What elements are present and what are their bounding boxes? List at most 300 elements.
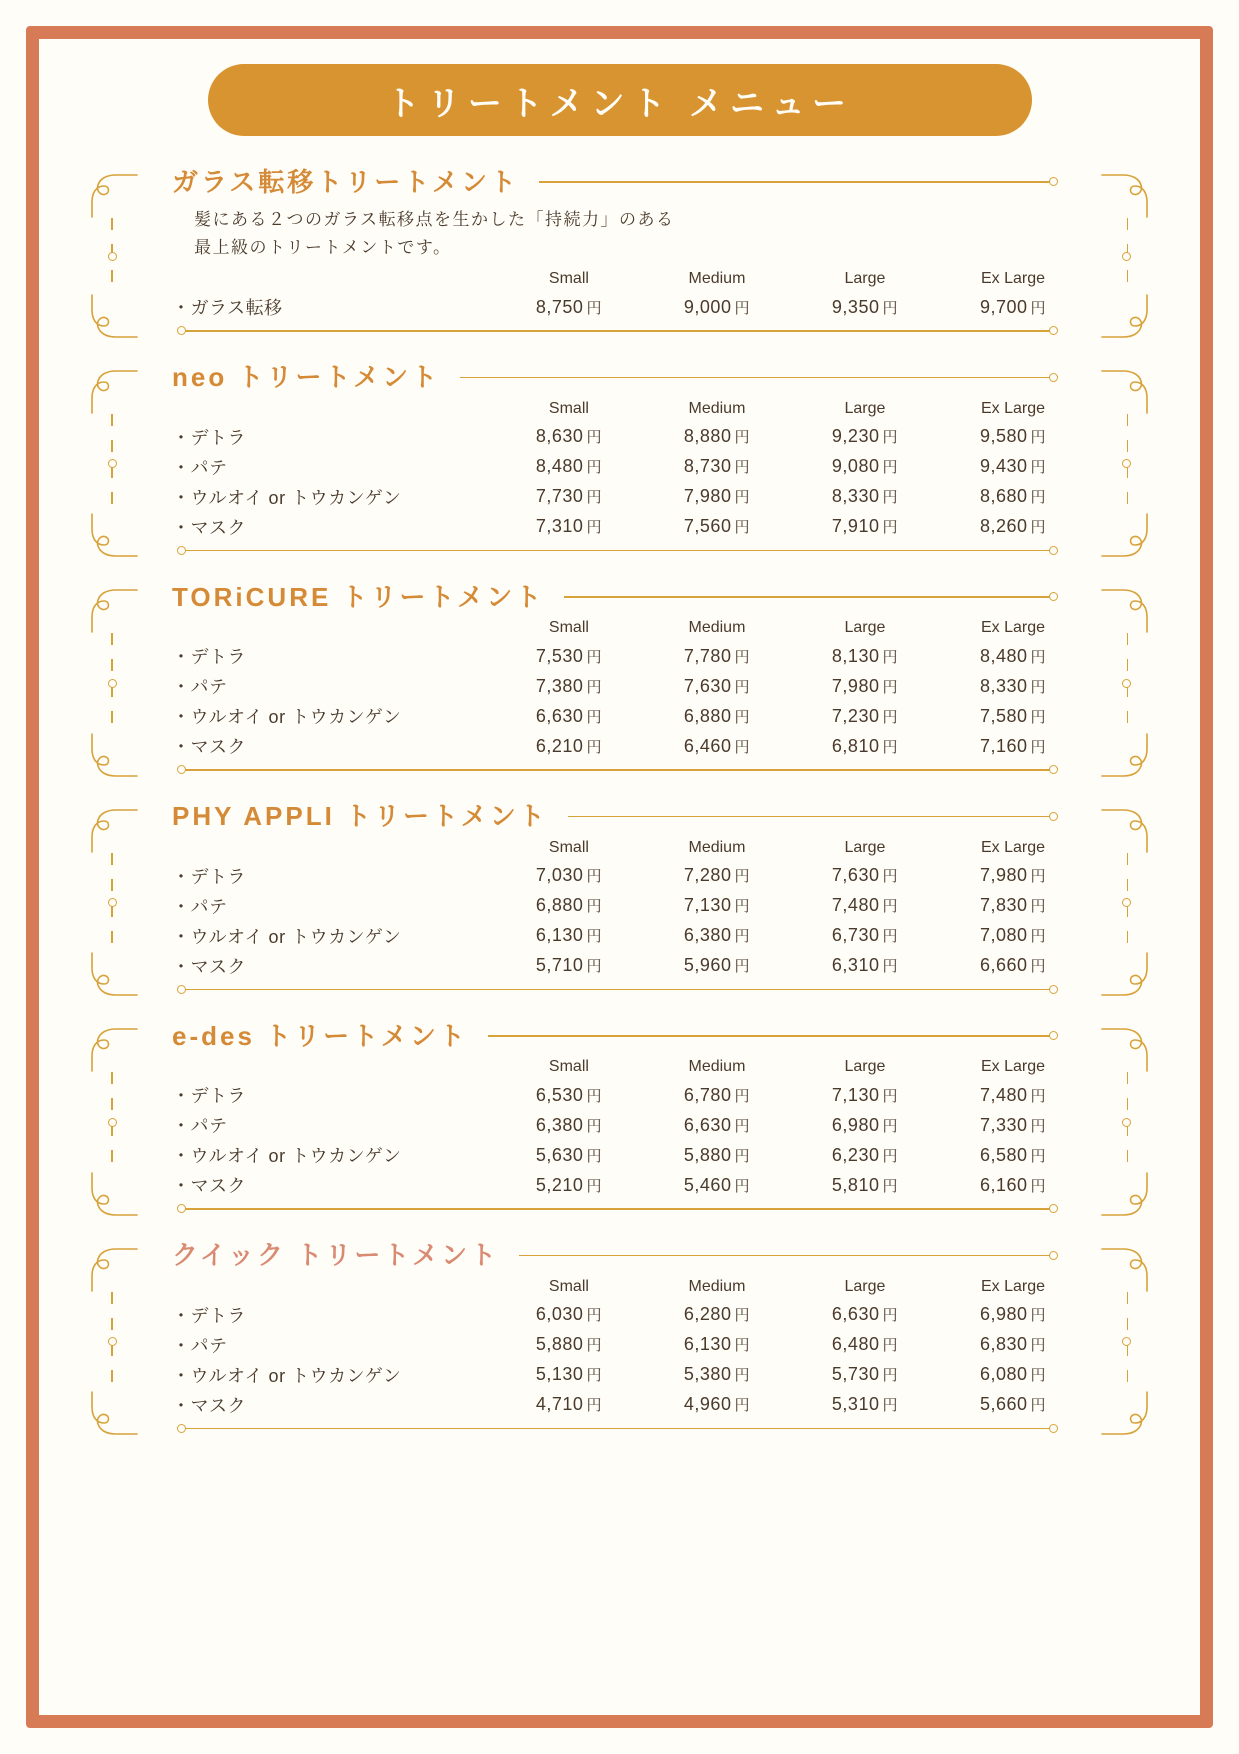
menu-item-price bbox=[495, 1080, 643, 1110]
table-header-item bbox=[166, 1276, 495, 1300]
corner-flourish-icon bbox=[1101, 952, 1153, 998]
section-rule bbox=[488, 1035, 1055, 1037]
frame-dot-icon bbox=[108, 459, 117, 468]
price-value: 6,530 bbox=[535, 1084, 584, 1105]
page-title-banner bbox=[208, 64, 1032, 136]
menu-page bbox=[60, 52, 1179, 1702]
menu-item-price bbox=[939, 452, 1087, 482]
menu-item-price bbox=[643, 1360, 791, 1390]
price-value: 7,130 bbox=[683, 895, 732, 916]
menu-section bbox=[78, 1012, 1161, 1220]
table-row bbox=[166, 891, 1087, 921]
currency-suffix: 円 bbox=[882, 738, 898, 756]
price-value: 7,780 bbox=[683, 645, 732, 666]
currency-suffix: 円 bbox=[734, 678, 750, 696]
table-header-small: Small bbox=[548, 838, 589, 856]
menu-item-price bbox=[939, 641, 1087, 671]
menu-item-price bbox=[643, 1140, 791, 1170]
price-value: 6,480 bbox=[831, 1334, 880, 1355]
currency-suffix: 円 bbox=[882, 1117, 898, 1135]
section-rule bbox=[568, 816, 1055, 818]
table-row bbox=[166, 1110, 1087, 1140]
frame-dot-icon bbox=[108, 1118, 117, 1127]
corner-flourish-icon bbox=[86, 733, 138, 779]
price-value: 5,380 bbox=[683, 1364, 732, 1385]
currency-suffix: 円 bbox=[586, 299, 602, 317]
currency-suffix: 円 bbox=[734, 738, 750, 756]
frame-side-line bbox=[111, 218, 113, 294]
currency-suffix: 円 bbox=[734, 429, 750, 447]
menu-section bbox=[78, 793, 1161, 1001]
currency-suffix: 円 bbox=[1030, 1117, 1047, 1135]
table-header-medium: Medium bbox=[688, 270, 746, 288]
currency-suffix: 円 bbox=[586, 928, 602, 946]
menu-item-price bbox=[791, 641, 939, 671]
corner-flourish-icon bbox=[86, 294, 138, 340]
section-header bbox=[124, 573, 1115, 617]
price-value: 5,710 bbox=[535, 955, 584, 976]
menu-item-price bbox=[643, 482, 791, 512]
currency-suffix: 円 bbox=[1030, 678, 1047, 696]
section-bottom-rule bbox=[180, 989, 1055, 991]
price-value: 9,080 bbox=[831, 456, 880, 477]
price-value: 8,480 bbox=[535, 456, 584, 477]
section-header bbox=[124, 158, 1115, 202]
menu-item-price bbox=[791, 452, 939, 482]
price-value: 5,730 bbox=[831, 1364, 880, 1385]
currency-suffix: 円 bbox=[734, 489, 750, 507]
section-bottom-rule bbox=[180, 330, 1055, 332]
currency-suffix: 円 bbox=[1030, 898, 1047, 916]
table-header-medium: Medium bbox=[688, 838, 746, 856]
menu-item-price bbox=[643, 951, 791, 981]
table-header-ex-large: Ex Large bbox=[980, 1277, 1045, 1295]
currency-suffix: 円 bbox=[882, 1307, 898, 1325]
menu-item-price bbox=[495, 1140, 643, 1170]
menu-item-price bbox=[939, 422, 1087, 452]
menu-item-name: ・ウルオイ or トウカンゲン bbox=[172, 1146, 402, 1167]
price-value: 7,910 bbox=[831, 516, 880, 537]
menu-item-price bbox=[643, 731, 791, 761]
menu-item-price bbox=[495, 1300, 643, 1330]
currency-suffix: 円 bbox=[1030, 299, 1047, 317]
price-value: 8,330 bbox=[979, 675, 1028, 696]
frame-dot-icon bbox=[1122, 679, 1131, 688]
currency-suffix: 円 bbox=[734, 708, 750, 726]
price-value: 6,160 bbox=[979, 1174, 1028, 1195]
currency-suffix: 円 bbox=[586, 1397, 602, 1415]
price-value: 5,310 bbox=[831, 1394, 880, 1415]
price-value: 5,880 bbox=[683, 1144, 732, 1165]
frame-side-line bbox=[111, 414, 113, 514]
price-value: 7,980 bbox=[831, 675, 880, 696]
currency-suffix: 円 bbox=[734, 1397, 750, 1415]
frame-side-line bbox=[111, 853, 113, 953]
price-value: 6,660 bbox=[979, 955, 1028, 976]
menu-item-price bbox=[495, 1170, 643, 1200]
table-header-small: Small bbox=[548, 1058, 589, 1076]
currency-suffix: 円 bbox=[586, 708, 602, 726]
section-rule bbox=[519, 1255, 1055, 1257]
price-value: 8,480 bbox=[979, 645, 1028, 666]
menu-item-price bbox=[939, 512, 1087, 542]
section-header bbox=[124, 1012, 1115, 1056]
menu-item-price bbox=[495, 921, 643, 951]
menu-item-price bbox=[791, 512, 939, 542]
menu-section bbox=[78, 158, 1161, 342]
price-value: 5,130 bbox=[535, 1364, 584, 1385]
menu-item-name: ・パテ bbox=[172, 1116, 228, 1137]
menu-item-price bbox=[939, 1170, 1087, 1200]
price-value: 8,260 bbox=[979, 516, 1028, 537]
table-header-ex-large: Ex Large bbox=[980, 1058, 1045, 1076]
price-value: 5,630 bbox=[535, 1144, 584, 1165]
table-row bbox=[166, 482, 1087, 512]
currency-suffix: 円 bbox=[1030, 958, 1047, 976]
menu-item-price bbox=[495, 731, 643, 761]
section-title: ガラス転移トリートメント bbox=[172, 166, 519, 197]
price-value: 5,960 bbox=[683, 955, 732, 976]
menu-item-price bbox=[939, 701, 1087, 731]
price-value: 7,310 bbox=[535, 516, 584, 537]
table-row bbox=[166, 512, 1087, 542]
price-value: 7,160 bbox=[979, 735, 1028, 756]
price-value: 7,030 bbox=[535, 865, 584, 886]
menu-item-name: ・デトラ bbox=[172, 647, 246, 668]
price-value: 7,830 bbox=[979, 895, 1028, 916]
table-header-small: Small bbox=[548, 1277, 589, 1295]
menu-item-name: ・パテ bbox=[172, 677, 228, 698]
currency-suffix: 円 bbox=[586, 489, 602, 507]
currency-suffix: 円 bbox=[882, 678, 898, 696]
table-header-large: Large bbox=[844, 1277, 886, 1295]
currency-suffix: 円 bbox=[586, 429, 602, 447]
frame-side-line bbox=[1127, 633, 1129, 733]
table-header-ex-large: Ex Large bbox=[980, 270, 1045, 288]
menu-item-price bbox=[939, 1140, 1087, 1170]
currency-suffix: 円 bbox=[1030, 738, 1047, 756]
price-value: 7,230 bbox=[831, 705, 880, 726]
table-row bbox=[166, 1360, 1087, 1390]
currency-suffix: 円 bbox=[586, 738, 602, 756]
currency-suffix: 円 bbox=[734, 928, 750, 946]
price-value: 6,810 bbox=[831, 735, 880, 756]
currency-suffix: 円 bbox=[882, 868, 898, 886]
currency-suffix: 円 bbox=[882, 459, 898, 477]
currency-suffix: 円 bbox=[882, 958, 898, 976]
price-value: 7,730 bbox=[535, 486, 584, 507]
menu-item-name: ・ウルオイ or トウカンゲン bbox=[172, 707, 402, 728]
price-value: 9,700 bbox=[979, 296, 1028, 317]
menu-item-price bbox=[791, 292, 939, 322]
price-value: 6,630 bbox=[535, 705, 584, 726]
price-value: 5,460 bbox=[683, 1174, 732, 1195]
currency-suffix: 円 bbox=[882, 519, 898, 537]
menu-item-price bbox=[643, 1390, 791, 1420]
menu-item-price bbox=[495, 1330, 643, 1360]
price-value: 7,080 bbox=[979, 925, 1028, 946]
table-row bbox=[166, 951, 1087, 981]
menu-item-name: ・ガラス転移 bbox=[172, 298, 283, 319]
menu-item-price bbox=[495, 671, 643, 701]
price-value: 6,280 bbox=[683, 1304, 732, 1325]
menu-item-name: ・ウルオイ or トウカンゲン bbox=[172, 1365, 402, 1386]
price-value: 6,880 bbox=[535, 895, 584, 916]
currency-suffix: 円 bbox=[734, 459, 750, 477]
currency-suffix: 円 bbox=[1030, 1307, 1047, 1325]
currency-suffix: 円 bbox=[586, 1147, 602, 1165]
frame-side-line bbox=[111, 1072, 113, 1172]
price-value: 7,480 bbox=[831, 895, 880, 916]
menu-item-price bbox=[791, 1110, 939, 1140]
table-header-medium: Medium bbox=[688, 399, 746, 417]
currency-suffix: 円 bbox=[1030, 1397, 1047, 1415]
section-rule bbox=[539, 181, 1055, 183]
price-value: 6,230 bbox=[831, 1144, 880, 1165]
price-value: 6,030 bbox=[535, 1304, 584, 1325]
frame-side-line bbox=[1127, 218, 1129, 294]
table-row bbox=[166, 452, 1087, 482]
currency-suffix: 円 bbox=[1030, 489, 1047, 507]
table-row bbox=[166, 1140, 1087, 1170]
menu-item-price bbox=[939, 1300, 1087, 1330]
menu-item-price bbox=[791, 1080, 939, 1110]
menu-item-price bbox=[643, 861, 791, 891]
price-value: 6,980 bbox=[831, 1114, 880, 1135]
menu-item-price bbox=[939, 671, 1087, 701]
menu-item-price bbox=[643, 1300, 791, 1330]
corner-flourish-icon bbox=[1101, 733, 1153, 779]
currency-suffix: 円 bbox=[734, 868, 750, 886]
menu-section bbox=[78, 1232, 1161, 1440]
menu-item-price bbox=[791, 482, 939, 512]
price-value: 5,810 bbox=[831, 1174, 880, 1195]
menu-item-name: ・パテ bbox=[172, 896, 228, 917]
corner-flourish-icon bbox=[86, 1391, 138, 1437]
price-value: 9,350 bbox=[831, 296, 880, 317]
price-value: 8,630 bbox=[535, 426, 584, 447]
currency-suffix: 円 bbox=[734, 1147, 750, 1165]
menu-item-price bbox=[791, 1360, 939, 1390]
table-row bbox=[166, 671, 1087, 701]
menu-item-price bbox=[495, 422, 643, 452]
menu-item-price bbox=[791, 1140, 939, 1170]
currency-suffix: 円 bbox=[586, 519, 602, 537]
price-value: 5,210 bbox=[535, 1174, 584, 1195]
table-header-item bbox=[166, 1056, 495, 1080]
currency-suffix: 円 bbox=[882, 928, 898, 946]
price-value: 7,330 bbox=[979, 1114, 1028, 1135]
price-value: 7,480 bbox=[979, 1084, 1028, 1105]
table-header-ex-large: Ex Large bbox=[980, 399, 1045, 417]
currency-suffix: 円 bbox=[1030, 519, 1047, 537]
frame-side-line bbox=[111, 1292, 113, 1392]
currency-suffix: 円 bbox=[734, 1117, 750, 1135]
currency-suffix: 円 bbox=[882, 1337, 898, 1355]
table-row bbox=[166, 1080, 1087, 1110]
table-header-small: Small bbox=[548, 619, 589, 637]
price-value: 6,080 bbox=[979, 1364, 1028, 1385]
price-value: 7,530 bbox=[535, 645, 584, 666]
table-header-large: Large bbox=[844, 399, 886, 417]
currency-suffix: 円 bbox=[882, 429, 898, 447]
frame-side-line bbox=[111, 633, 113, 733]
price-value: 7,380 bbox=[535, 675, 584, 696]
menu-item-price bbox=[643, 1170, 791, 1200]
table-header-large: Large bbox=[844, 270, 886, 288]
menu-item-name: ・デトラ bbox=[172, 866, 246, 887]
section-title: TORiCURE トリートメント bbox=[172, 581, 545, 612]
price-table bbox=[166, 268, 1087, 322]
currency-suffix: 円 bbox=[734, 519, 750, 537]
table-header-small: Small bbox=[548, 270, 589, 288]
price-value: 7,630 bbox=[683, 675, 732, 696]
menu-item-price bbox=[643, 292, 791, 322]
currency-suffix: 円 bbox=[1030, 868, 1047, 886]
currency-suffix: 円 bbox=[882, 648, 898, 666]
currency-suffix: 円 bbox=[586, 1117, 602, 1135]
frame-dot-icon bbox=[1122, 459, 1131, 468]
table-header-item bbox=[166, 268, 495, 292]
currency-suffix: 円 bbox=[1030, 459, 1047, 477]
currency-suffix: 円 bbox=[1030, 648, 1047, 666]
menu-item-price bbox=[643, 1330, 791, 1360]
menu-item-price bbox=[939, 891, 1087, 921]
currency-suffix: 円 bbox=[586, 1307, 602, 1325]
currency-suffix: 円 bbox=[734, 1177, 750, 1195]
menu-item-name: ・マスク bbox=[172, 1395, 246, 1416]
price-value: 7,580 bbox=[979, 705, 1028, 726]
price-table bbox=[166, 837, 1087, 981]
currency-suffix: 円 bbox=[734, 1367, 750, 1385]
currency-suffix: 円 bbox=[586, 678, 602, 696]
menu-item-name: ・マスク bbox=[172, 517, 246, 538]
price-value: 6,380 bbox=[535, 1114, 584, 1135]
corner-flourish-icon bbox=[1101, 513, 1153, 559]
menu-item-price bbox=[939, 921, 1087, 951]
menu-item-price bbox=[791, 671, 939, 701]
menu-item-price bbox=[643, 701, 791, 731]
menu-item-price bbox=[643, 1110, 791, 1140]
menu-item-price bbox=[791, 861, 939, 891]
price-value: 6,780 bbox=[683, 1084, 732, 1105]
menu-item-price bbox=[495, 861, 643, 891]
table-row bbox=[166, 1390, 1087, 1420]
menu-item-price bbox=[643, 641, 791, 671]
currency-suffix: 円 bbox=[586, 868, 602, 886]
menu-item-price bbox=[791, 731, 939, 761]
frame-side-line bbox=[1127, 414, 1129, 514]
price-value: 6,630 bbox=[683, 1114, 732, 1135]
currency-suffix: 円 bbox=[586, 1087, 602, 1105]
currency-suffix: 円 bbox=[1030, 928, 1047, 946]
menu-item-price bbox=[939, 861, 1087, 891]
price-table bbox=[166, 617, 1087, 761]
frame-dot-icon bbox=[1122, 898, 1131, 907]
section-rule bbox=[460, 377, 1055, 379]
table-header-medium: Medium bbox=[688, 619, 746, 637]
page-title: トリートメント メニュー bbox=[385, 84, 854, 123]
price-value: 7,630 bbox=[831, 865, 880, 886]
price-value: 6,980 bbox=[979, 1304, 1028, 1325]
menu-item-price bbox=[643, 921, 791, 951]
menu-section bbox=[78, 354, 1161, 562]
currency-suffix: 円 bbox=[734, 958, 750, 976]
price-value: 6,880 bbox=[683, 705, 732, 726]
price-table bbox=[166, 1056, 1087, 1200]
menu-item-price bbox=[791, 1390, 939, 1420]
currency-suffix: 円 bbox=[734, 648, 750, 666]
table-header-large: Large bbox=[844, 1058, 886, 1076]
menu-item-price bbox=[495, 1360, 643, 1390]
price-value: 7,560 bbox=[683, 516, 732, 537]
table-row bbox=[166, 422, 1087, 452]
menu-item-name: ・マスク bbox=[172, 737, 246, 758]
menu-item-price bbox=[939, 1110, 1087, 1140]
price-value: 7,980 bbox=[683, 486, 732, 507]
menu-item-price bbox=[643, 671, 791, 701]
price-value: 6,210 bbox=[535, 735, 584, 756]
price-value: 6,730 bbox=[831, 925, 880, 946]
menu-item-name: ・パテ bbox=[172, 457, 228, 478]
menu-item-price bbox=[791, 921, 939, 951]
menu-item-price bbox=[939, 951, 1087, 981]
section-header bbox=[124, 793, 1115, 837]
price-value: 5,880 bbox=[535, 1334, 584, 1355]
currency-suffix: 円 bbox=[734, 1307, 750, 1325]
section-bottom-rule bbox=[180, 1428, 1055, 1430]
menu-item-name: ・ウルオイ or トウカンゲン bbox=[172, 926, 402, 947]
table-row bbox=[166, 861, 1087, 891]
menu-item-price bbox=[643, 422, 791, 452]
menu-item-price bbox=[643, 1080, 791, 1110]
menu-item-price bbox=[495, 641, 643, 671]
price-value: 6,460 bbox=[683, 735, 732, 756]
currency-suffix: 円 bbox=[586, 459, 602, 477]
menu-item-name: ・マスク bbox=[172, 956, 246, 977]
menu-item-price bbox=[643, 891, 791, 921]
currency-suffix: 円 bbox=[586, 1367, 602, 1385]
currency-suffix: 円 bbox=[1030, 708, 1047, 726]
table-row bbox=[166, 1170, 1087, 1200]
table-row bbox=[166, 701, 1087, 731]
currency-suffix: 円 bbox=[882, 489, 898, 507]
section-bottom-rule bbox=[180, 550, 1055, 552]
currency-suffix: 円 bbox=[586, 898, 602, 916]
currency-suffix: 円 bbox=[586, 648, 602, 666]
menu-item-price bbox=[643, 452, 791, 482]
currency-suffix: 円 bbox=[1030, 1087, 1047, 1105]
currency-suffix: 円 bbox=[734, 898, 750, 916]
menu-item-name: ・デトラ bbox=[172, 427, 246, 448]
menu-item-price bbox=[495, 951, 643, 981]
section-title: クイック トリートメント bbox=[172, 1240, 500, 1271]
currency-suffix: 円 bbox=[882, 1087, 898, 1105]
table-row bbox=[166, 292, 1087, 322]
menu-item-price bbox=[495, 1390, 643, 1420]
menu-item-price bbox=[791, 422, 939, 452]
frame-side-line bbox=[1127, 853, 1129, 953]
section-title: neo トリートメント bbox=[172, 362, 441, 393]
currency-suffix: 円 bbox=[1030, 1147, 1047, 1165]
currency-suffix: 円 bbox=[1030, 1367, 1047, 1385]
frame-dot-icon bbox=[108, 679, 117, 688]
menu-item-name: ・デトラ bbox=[172, 1305, 246, 1326]
section-header bbox=[124, 354, 1115, 398]
currency-suffix: 円 bbox=[586, 1177, 602, 1195]
table-row bbox=[166, 921, 1087, 951]
menu-item-price bbox=[791, 1300, 939, 1330]
